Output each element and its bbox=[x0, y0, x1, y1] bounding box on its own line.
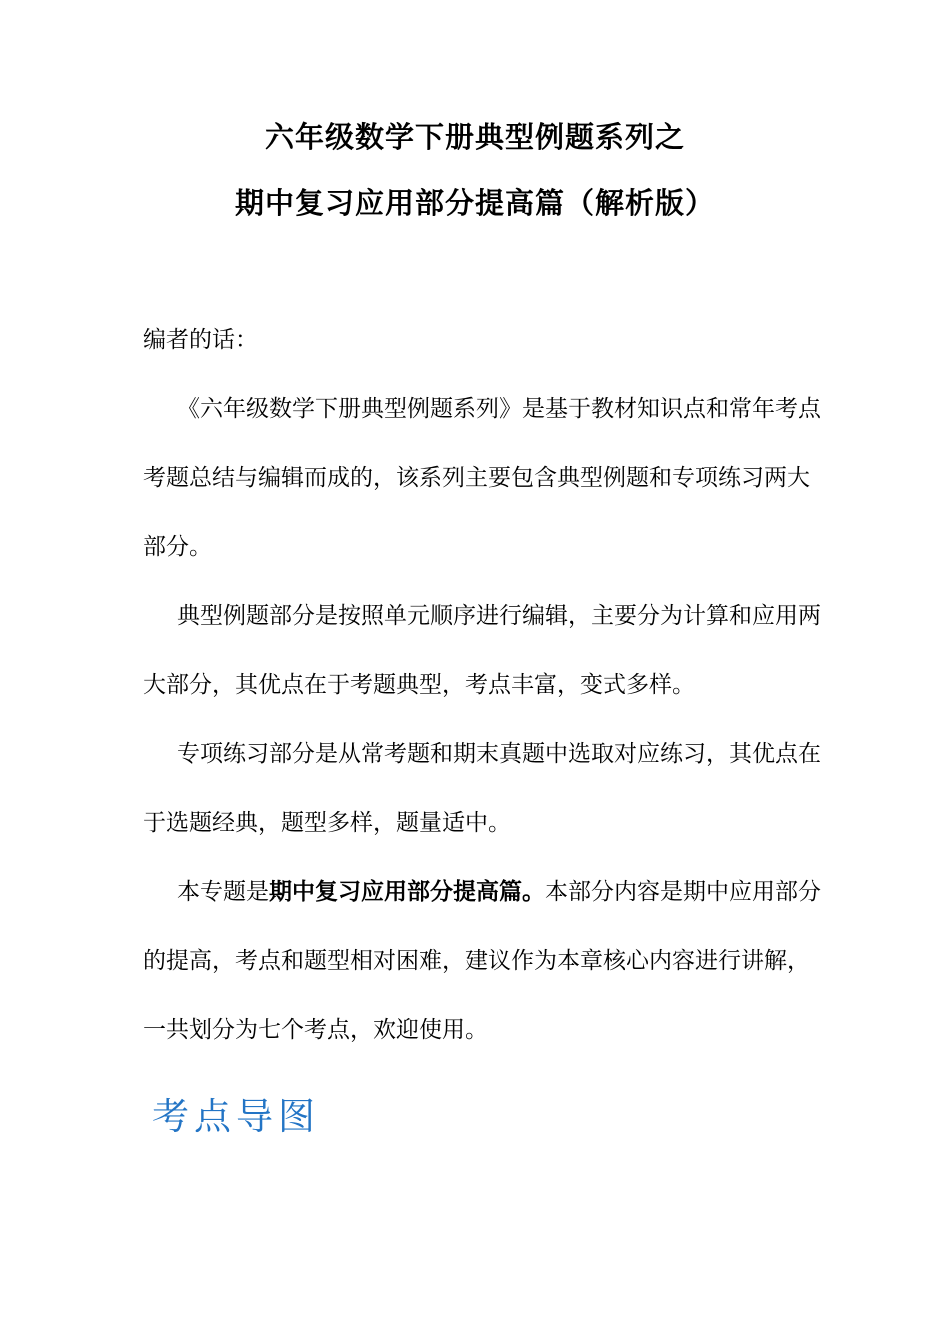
body-text-run: 本专题是 bbox=[177, 878, 269, 904]
body-text-run: 一共划分为七个考点，欢迎使用。 bbox=[143, 1016, 488, 1042]
body-line bbox=[143, 926, 833, 995]
document-title-line-2: 期中复习应用部分提高篇（解析版） bbox=[234, 188, 715, 220]
body-line bbox=[143, 305, 833, 374]
body-text bbox=[143, 305, 833, 1064]
body-text-bold-run: 期中复习应用部分提高篇。 bbox=[269, 878, 545, 904]
body-text-run: 本部分内容是期中应用部分 bbox=[545, 878, 821, 904]
body-text-run: 大部分，其优点在于考题典型，考点丰富，变式多样。 bbox=[143, 671, 695, 697]
body-text-run: 编者的话： bbox=[143, 326, 258, 352]
body-line bbox=[143, 374, 833, 443]
body-line bbox=[143, 581, 833, 650]
body-text-run: 典型例题部分是按照单元顺序进行编辑，主要分为计算和应用两 bbox=[177, 602, 821, 628]
body-line bbox=[143, 650, 833, 719]
body-line bbox=[143, 995, 833, 1064]
body-text-run: 于选题经典，题型多样，题量适中。 bbox=[143, 809, 511, 835]
section-heading-exam-point-map: 考点导图 bbox=[152, 1097, 320, 1138]
document-title-line-1: 六年级数学下册典型例题系列之 bbox=[264, 122, 685, 154]
body-line bbox=[143, 443, 833, 512]
body-line bbox=[143, 512, 833, 581]
body-text-run: 专项练习部分是从常考题和期末真题中选取对应练习，其优点在 bbox=[177, 740, 821, 766]
body-line bbox=[143, 857, 833, 926]
body-text-run: 部分。 bbox=[143, 533, 212, 559]
body-text-run: 考题总结与编辑而成的，该系列主要包含典型例题和专项练习两大 bbox=[143, 464, 810, 490]
body-text-run: 的提高，考点和题型相对困难，建议作为本章核心内容进行讲解， bbox=[143, 947, 810, 973]
body-line bbox=[143, 788, 833, 857]
body-line bbox=[143, 719, 833, 788]
body-text-run: 《六年级数学下册典型例题系列》是基于教材知识点和常年考点 bbox=[177, 395, 821, 421]
